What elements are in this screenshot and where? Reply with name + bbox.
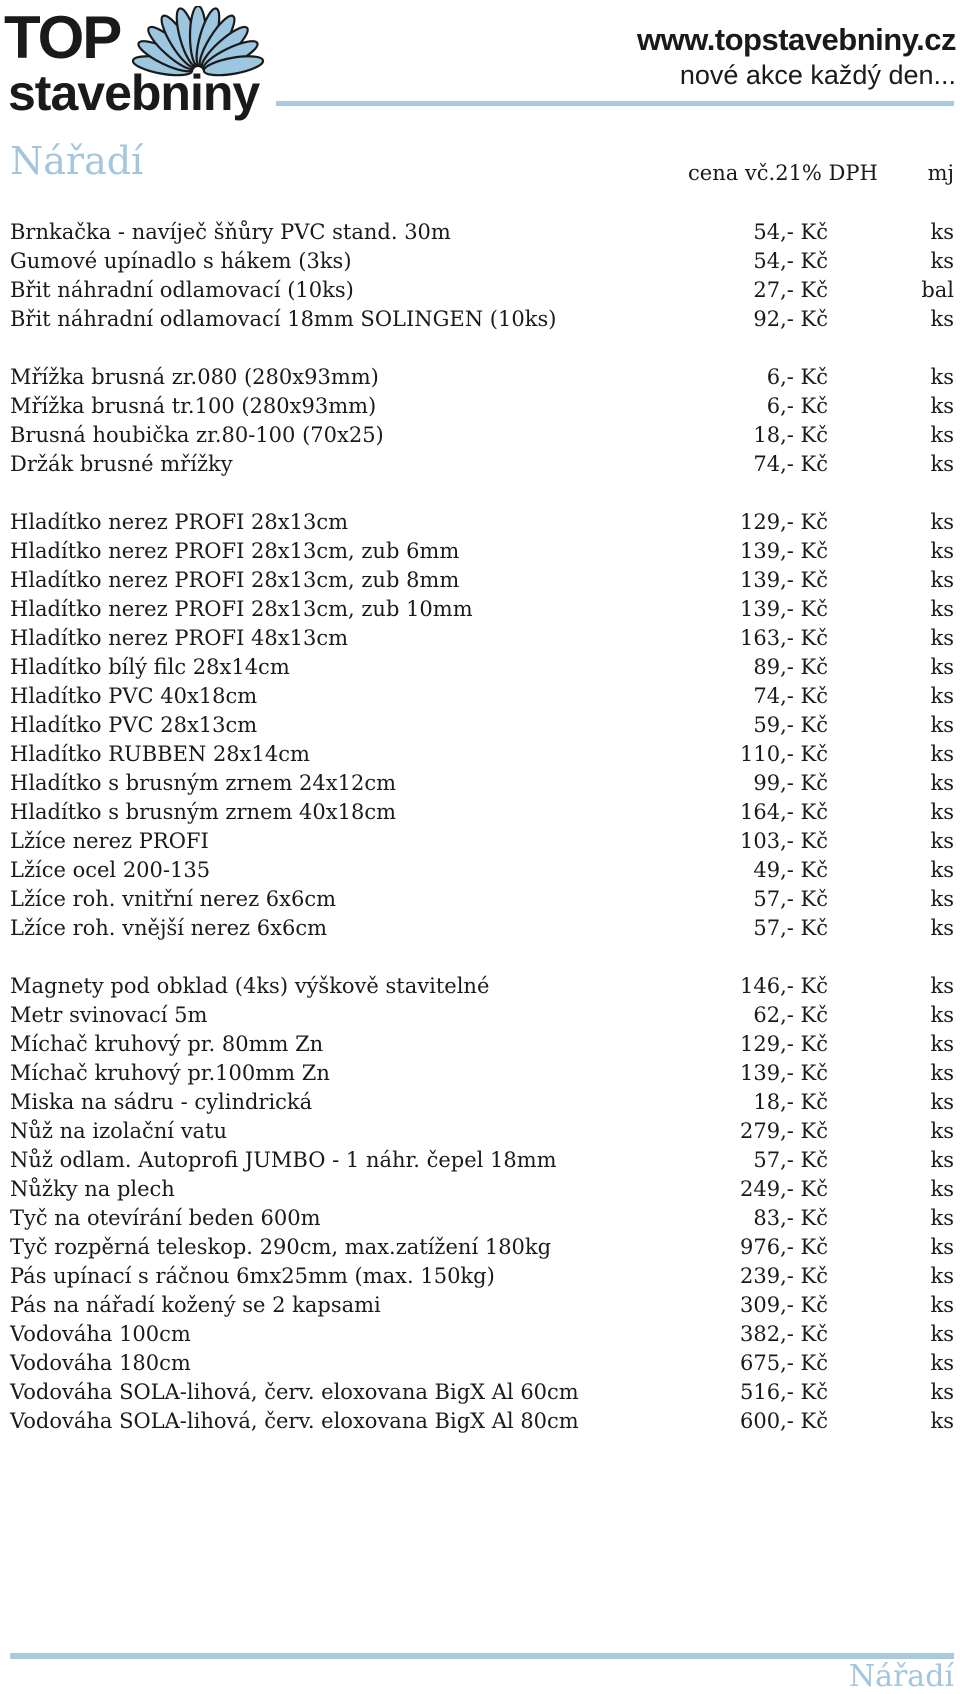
top-divider	[276, 101, 954, 106]
item-price: 99,- Kč	[753, 771, 828, 795]
item-price: 59,- Kč	[753, 713, 828, 737]
item-price: 163,- Kč	[740, 626, 828, 650]
item-price: 27,- Kč	[753, 278, 828, 302]
item-name: Hladítko nerez PROFI 28x13cm, zub 8mm	[10, 568, 460, 592]
item-price: 57,- Kč	[753, 1148, 828, 1172]
footer-title: Nářadí	[848, 1659, 954, 1694]
item-unit: ks	[930, 365, 954, 389]
item-price: 139,- Kč	[740, 597, 828, 621]
list-item	[0, 450, 960, 479]
item-price: 976,- Kč	[740, 1235, 828, 1259]
item-name: Hladítko nerez PROFI 48x13cm	[10, 626, 349, 650]
item-name: Hladítko s brusným zrnem 24x12cm	[10, 771, 397, 795]
item-price: 18,- Kč	[753, 423, 828, 447]
item-price: 516,- Kč	[740, 1380, 828, 1404]
item-price: 18,- Kč	[753, 1090, 828, 1114]
item-name: Pás na nářadí kožený se 2 kapsami	[10, 1293, 381, 1317]
item-name: Magnety pod obklad (4ks) výškově stavitelné	[10, 974, 490, 998]
list-item	[0, 856, 960, 885]
item-name: Nůž na izolační vatu	[10, 1119, 228, 1143]
list-item	[0, 798, 960, 827]
logo-top-text: TOP	[4, 4, 121, 71]
bottom-divider	[10, 1653, 954, 1659]
item-price: 279,- Kč	[740, 1119, 828, 1143]
item-price: 62,- Kč	[753, 1003, 828, 1027]
list-item	[0, 1407, 960, 1436]
item-price: 103,- Kč	[740, 829, 828, 853]
item-name: Vodováha 180cm	[10, 1351, 191, 1375]
logo	[4, 6, 276, 122]
item-price: 54,- Kč	[753, 249, 828, 273]
list-item	[0, 711, 960, 740]
list-item	[0, 218, 960, 247]
item-name: Hladítko s brusným zrnem 40x18cm	[10, 800, 397, 824]
item-name: Hladítko RUBBEN 28x14cm	[10, 742, 310, 766]
item-name: Vodováha SOLA-lihová, červ. eloxovana BigX Al 80cm	[10, 1409, 579, 1433]
item-unit: ks	[930, 829, 954, 853]
item-unit: ks	[930, 626, 954, 650]
item-price: 129,- Kč	[740, 510, 828, 534]
item-name: Tyč rozpěrná teleskop. 290cm, max.zatížení 180kg	[10, 1235, 552, 1259]
list-item	[0, 1001, 960, 1030]
list-item	[0, 827, 960, 856]
list-item	[0, 421, 960, 450]
item-name: Míchač kruhový pr.100mm Zn	[10, 1061, 330, 1085]
site-url[interactable]: www.topstavebniny.cz	[637, 22, 956, 57]
item-unit: ks	[930, 1409, 954, 1433]
item-name: Míchač kruhový pr. 80mm Zn	[10, 1032, 324, 1056]
list-item	[0, 1320, 960, 1349]
list-item	[0, 972, 960, 1001]
item-name: Tyč na otevírání beden 600m	[10, 1206, 321, 1230]
list-item	[0, 1059, 960, 1088]
item-name: Mřížka brusná zr.080 (280x93mm)	[10, 365, 379, 389]
item-price: 6,- Kč	[766, 365, 828, 389]
item-price: 249,- Kč	[740, 1177, 828, 1201]
item-unit: ks	[930, 742, 954, 766]
item-name: Mřížka brusná tr.100 (280x93mm)	[10, 394, 377, 418]
item-name: Nůž odlam. Autoprofi JUMBO - 1 náhr. čepel 18mm	[10, 1148, 557, 1172]
item-price: 239,- Kč	[740, 1264, 828, 1288]
item-name: Držák brusné mřížky	[10, 452, 233, 476]
item-price: 600,- Kč	[740, 1409, 828, 1433]
item-unit: ks	[930, 394, 954, 418]
item-unit: ks	[930, 452, 954, 476]
list-item	[0, 305, 960, 334]
item-unit: ks	[930, 1090, 954, 1114]
item-name: Pás upínací s ráčnou 6mx25mm (max. 150kg)	[10, 1264, 495, 1288]
item-name: Vodováha 100cm	[10, 1322, 191, 1346]
item-name: Brusná houbička zr.80-100 (70x25)	[10, 423, 384, 447]
list-item	[0, 624, 960, 653]
item-unit: ks	[930, 887, 954, 911]
item-unit: ks	[930, 510, 954, 534]
item-unit: ks	[930, 771, 954, 795]
item-unit: ks	[930, 1322, 954, 1346]
item-unit: ks	[930, 1032, 954, 1056]
item-price: 309,- Kč	[740, 1293, 828, 1317]
item-unit: ks	[930, 307, 954, 331]
list-item	[0, 1117, 960, 1146]
list-item	[0, 1030, 960, 1059]
item-price: 139,- Kč	[740, 539, 828, 563]
item-unit: ks	[930, 800, 954, 824]
item-price: 675,- Kč	[740, 1351, 828, 1375]
item-price: 382,- Kč	[740, 1322, 828, 1346]
list-item	[0, 595, 960, 624]
item-price: 83,- Kč	[753, 1206, 828, 1230]
list-item	[0, 276, 960, 305]
item-price: 49,- Kč	[753, 858, 828, 882]
item-unit: ks	[930, 916, 954, 940]
list-item	[0, 740, 960, 769]
list-item	[0, 1146, 960, 1175]
item-unit: ks	[930, 1003, 954, 1027]
item-price: 89,- Kč	[753, 655, 828, 679]
item-unit: ks	[930, 1380, 954, 1404]
item-name: Lžíce roh. vnitřní nerez 6x6cm	[10, 887, 337, 911]
unit-column-header: mj	[927, 161, 954, 185]
item-unit: ks	[930, 1293, 954, 1317]
item-price: 139,- Kč	[740, 1061, 828, 1085]
item-price: 129,- Kč	[740, 1032, 828, 1056]
item-unit: ks	[930, 1235, 954, 1259]
item-name: Břit náhradní odlamovací 18mm SOLINGEN (10ks)	[10, 307, 557, 331]
item-price: 6,- Kč	[766, 394, 828, 418]
list-item	[0, 914, 960, 943]
list-item	[0, 363, 960, 392]
item-name: Hladítko PVC 28x13cm	[10, 713, 258, 737]
item-name: Gumové upínadlo s hákem (3ks)	[10, 249, 352, 273]
item-name: Brnkačka - navíječ šňůry PVC stand. 30m	[10, 220, 451, 244]
item-unit: ks	[930, 249, 954, 273]
item-unit: ks	[930, 220, 954, 244]
item-unit: ks	[930, 568, 954, 592]
item-name: Hladítko bílý filc 28x14cm	[10, 655, 290, 679]
item-unit: ks	[930, 1206, 954, 1230]
logo-bottom-text: stavebniny	[8, 65, 260, 121]
item-unit: ks	[930, 539, 954, 563]
list-item	[0, 1349, 960, 1378]
list-item	[0, 247, 960, 276]
item-name: Lžíce nerez PROFI	[10, 829, 209, 853]
item-price: 139,- Kč	[740, 568, 828, 592]
item-name: Hladítko nerez PROFI 28x13cm, zub 6mm	[10, 539, 460, 563]
list-item	[0, 653, 960, 682]
item-unit: bal	[921, 278, 954, 302]
list-item	[0, 566, 960, 595]
site-tagline: nové akce každý den...	[679, 60, 956, 90]
list-item	[0, 1204, 960, 1233]
item-unit: ks	[930, 1119, 954, 1143]
item-price: 74,- Kč	[753, 452, 828, 476]
item-unit: ks	[930, 974, 954, 998]
item-price: 74,- Kč	[753, 684, 828, 708]
list-item	[0, 682, 960, 711]
item-name: Hladítko nerez PROFI 28x13cm, zub 10mm	[10, 597, 473, 621]
item-name: Nůžky na plech	[10, 1177, 175, 1201]
list-item	[0, 769, 960, 798]
item-name: Hladítko PVC 40x18cm	[10, 684, 258, 708]
item-unit: ks	[930, 655, 954, 679]
item-unit: ks	[930, 1351, 954, 1375]
item-price: 54,- Kč	[753, 220, 828, 244]
list-item	[0, 1378, 960, 1407]
list-item	[0, 537, 960, 566]
site-info	[637, 22, 956, 92]
list-item	[0, 1175, 960, 1204]
item-unit: ks	[930, 858, 954, 882]
item-name: Metr svinovací 5m	[10, 1003, 208, 1027]
item-unit: ks	[930, 713, 954, 737]
item-name: Miska na sádru - cylindrická	[10, 1090, 313, 1114]
list-item	[0, 1233, 960, 1262]
item-unit: ks	[930, 1061, 954, 1085]
item-price: 57,- Kč	[753, 916, 828, 940]
list-item	[0, 885, 960, 914]
item-price: 110,- Kč	[740, 742, 828, 766]
section-title: Nářadí	[10, 139, 144, 183]
item-price: 92,- Kč	[753, 307, 828, 331]
item-unit: ks	[930, 597, 954, 621]
item-unit: ks	[930, 1264, 954, 1288]
item-unit: ks	[930, 1148, 954, 1172]
item-name: Hladítko nerez PROFI 28x13cm	[10, 510, 349, 534]
price-column-header: cena vč.21% DPH	[688, 161, 878, 185]
item-name: Lžíce roh. vnější nerez 6x6cm	[10, 916, 328, 940]
list-item	[0, 1291, 960, 1320]
item-price: 146,- Kč	[740, 974, 828, 998]
item-name: Břit náhradní odlamovací (10ks)	[10, 278, 354, 302]
item-name: Vodováha SOLA-lihová, červ. eloxovana BigX Al 60cm	[10, 1380, 579, 1404]
list-item	[0, 508, 960, 537]
item-unit: ks	[930, 684, 954, 708]
list-item	[0, 392, 960, 421]
item-price: 57,- Kč	[753, 887, 828, 911]
list-item	[0, 1088, 960, 1117]
item-unit: ks	[930, 1177, 954, 1201]
item-unit: ks	[930, 423, 954, 447]
item-price: 164,- Kč	[740, 800, 828, 824]
list-item	[0, 1262, 960, 1291]
item-name: Lžíce ocel 200-135	[10, 858, 211, 882]
